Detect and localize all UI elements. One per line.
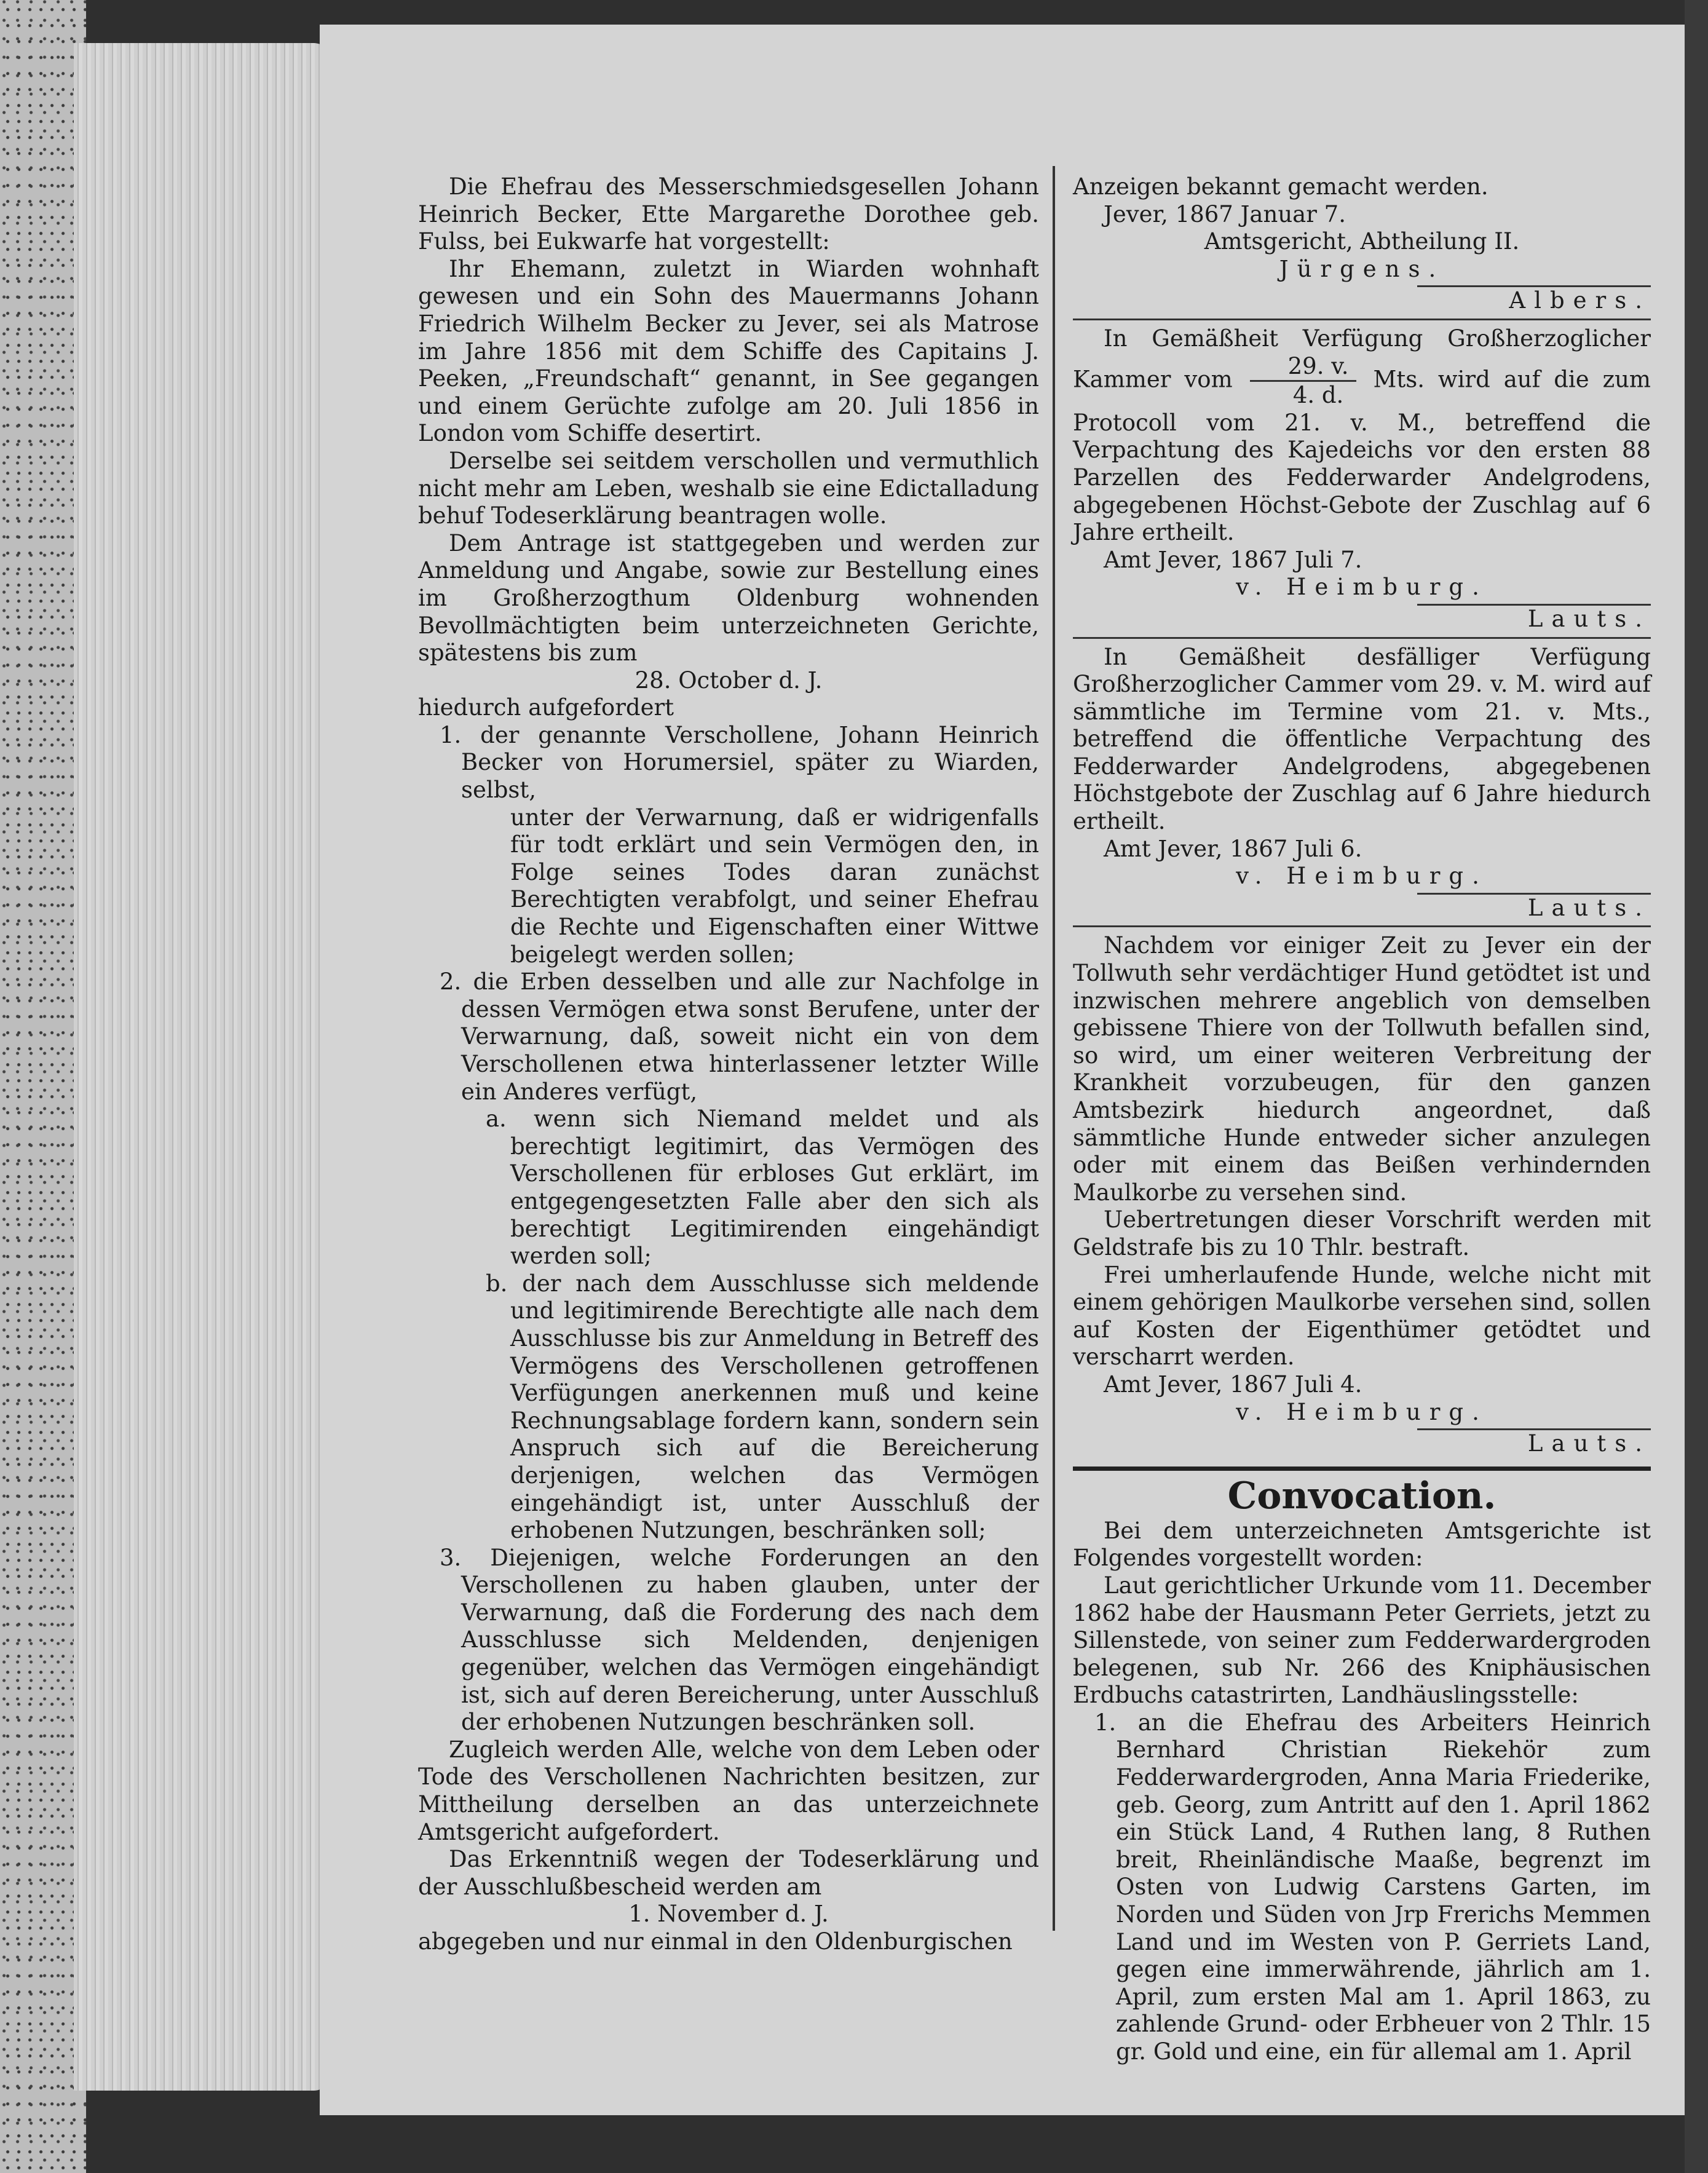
fraction-denominator: 4. d. <box>1292 382 1344 409</box>
notice-paragraph <box>1073 325 1651 547</box>
clerk: Albers. <box>1509 287 1651 314</box>
paragraph: hiedurch aufgefordert <box>418 694 674 721</box>
notice-divider <box>1073 637 1651 639</box>
clerk: Lauts. <box>1527 1430 1651 1457</box>
paragraph: Das Erkenntniß wegen der Todeserklärung und der Ausschlußbescheid werden am <box>418 1846 1039 1900</box>
intro-paragraph: Die Ehefrau des Messerschmiedsgesellen Johann Heinrich Becker, Ette Margarethe Dorothee geb. Fulss, bei Eukwarfe hat vorgestellt: <box>418 173 1039 255</box>
signer: Jürgens. <box>1279 255 1445 282</box>
signer: v. Heimburg. <box>1236 863 1488 890</box>
fraction-numerator: 29. v. <box>1250 353 1356 382</box>
clerk: Lauts. <box>1527 605 1651 632</box>
verdict-date: 1. November d. J. <box>628 1901 829 1928</box>
notice-text: Mts. wird auf die zum Protocoll vom 21. v. M., betreffend die Verpachtung des Kajedeichs vor den ersten 88 Parzellen des Fedderwarder Andelgrodens, abgegebenen Höchst-Gebote der Zuschlag auf 6 Jahre ertheilt. <box>1073 366 1651 546</box>
paragraph: Bei dem unterzeichneten Amtsgerichte ist Folgendes vorgestellt worden: <box>1073 1517 1651 1572</box>
notice-divider <box>1073 925 1651 927</box>
page-stack <box>74 43 332 2091</box>
notice-paragraph: Frei umherlaufende Hunde, welche nicht mit einem gehörigen Maulkorbe versehen sind, sollen auf Kosten der Eigenthümer getödtet und verscharrt werden. <box>1073 1261 1651 1371</box>
notice-divider <box>1073 319 1651 320</box>
left-column <box>418 173 1039 1956</box>
list-item: 1. der genannte Verschollene, Johann Heinrich Becker von Horumersiel, später zu Wiarden, selbst, <box>440 721 1039 804</box>
book-edge <box>0 0 86 2173</box>
deadline-date: 28. October d. J. <box>635 667 823 694</box>
signer: v. Heimburg. <box>1236 1398 1488 1425</box>
paragraph: Ihr Ehemann, zuletzt in Wiarden wohnhaft gewesen und ein Sohn des Mauermanns Johann Friedrich Wilhelm Becker zu Jever, sei als Matrose im Jahre 1856 mit dem Schiffe des Capitains J. Peeken, „Freundschaft“ genannt, in See gegangen und einem Gerüchte zufolge am 20. Juli 1856 in London vom Schiffe desertirt. <box>418 255 1039 447</box>
list-item: 3. Diejenigen, welche Forderungen an den Verschollenen zu haben glauben, unter der Verwarnung, daß die Forderung des nach dem Ausschlusse sich Meldenden, denjenigen gegenüber, welchen das Vermögen eingehändigt ist, sich auf deren Bereicherung, unter Ausschluß der erhobenen Nutzungen beschränken soll. <box>440 1544 1039 1736</box>
date-fraction <box>1250 353 1356 410</box>
notice-paragraph: Nachdem vor einiger Zeit zu Jever ein der Tollwuth sehr verdächtiger Hund getödtet ist und inzwischen mehrere angeblich von demselben gebissene Thiere von der Tollwuth befallen sind, so wird, um einer weiteren Verbreitung der Krankheit vorzubeugen, für den ganzen Amtsbezirk hiedurch angeordnet, daß sämmtliche Hunde entweder sicher anzulegen oder mit einem das Beißen verhindernden Maulkorbe zu versehen sind. <box>1073 932 1651 1206</box>
paragraph: Derselbe sei seitdem verschollen und vermuthlich nicht mehr am Leben, weshalb sie eine Edictalladung behuf Todeserklärung beantragen wolle. <box>418 447 1039 529</box>
list-item: 1. an die Ehefrau des Arbeiters Heinrich Bernhard Christian Riekehör zum Fedderwardergroden, Anna Maria Friederike, geb. Georg, zum Antritt auf den 1. April 1862 ein Stück Land, 4 Ruthen lang, 8 Ruthen breit, Rheinländische Maaße, begrenzt im Osten von Ludwig Carstens Garten, im Norden und Süden von Jrp Frerichs Memmen Land und im Westen von P. Gerriets Land, gegen eine immerwährende, jährlich am 1. April, zum ersten Mal am 1. April 1863, zu zahlende Grund- oder Erbheuer von 2 Thlr. 15 gr. Gold und eine, ein für allemal am 1. April <box>1094 1709 1651 2065</box>
place-date: Amt Jever, 1867 Juli 4. <box>1104 1371 1362 1398</box>
section-divider <box>1073 1466 1651 1471</box>
notice-paragraph: In Gemäßheit desfälliger Verfügung Großherzoglicher Cammer vom 29. v. M. wird auf sämmtliche im Termine vom 21. v. Mts., betreffend die öffentliche Verpachtung des Fedderwarder Andelgrodens, abgegebenen Höchstgebote der Zuschlag auf 6 Jahre hiedurch ertheilt. <box>1073 643 1651 835</box>
clerk: Lauts. <box>1527 894 1651 921</box>
right-gutter <box>1685 0 1708 2173</box>
paragraph: Dem Antrage ist stattgegeben und werden zur Anmeldung und Angabe, sowie zur Bestellung eines im Großherzogthum Oldenburg wohnenden Bevollmächtigten beim unterzeichneten Gerichte, spätestens bis zum <box>418 529 1039 667</box>
list-item: unter der Verwarnung, daß er widrigenfalls für todt erklärt und sein Vermögen den, in Folge seines Todes daran zunächst Berechtigten verabfolgt, und seiner Ehefrau die Rechte und Eigenschaften einer Wittwe beigelegt werden sollen; <box>510 804 1039 968</box>
section-heading: Convocation. <box>1227 1474 1496 1518</box>
court-name: Amtsgericht, Abtheilung II. <box>1204 228 1520 255</box>
paragraph: Zugleich werden Alle, welche von dem Leben oder Tode des Verschollenen Nachrichten besitzen, zur Mittheilung derselben an das unterzeichnete Amtsgericht aufgefordert. <box>418 1736 1039 1845</box>
paragraph: abgegeben und nur einmal in den Oldenburgischen <box>418 1928 1013 1955</box>
place-date: Amt Jever, 1867 Juli 6. <box>1104 835 1362 862</box>
notice-text: In Gemäßheit Verfügung Großherzoglicher Kammer vom <box>1073 325 1651 393</box>
signer: v. Heimburg. <box>1236 574 1488 601</box>
right-column <box>1073 173 1651 2066</box>
place-date: Jever, 1867 Januar 7. <box>1104 200 1346 228</box>
paragraph: Anzeigen bekannt gemacht werden. <box>1073 173 1489 200</box>
list-item: b. der nach dem Ausschlusse sich meldende und legitimirende Berechtigte alle nach dem Ausschlusse bis zur Anmeldung in Betreff des Vermögens des Verschollenen getroffenen Verfügungen anerkennen muß und keine Rechnungsablage fordern kann, sondern sein Anspruch sich auf die Bereicherung derjenigen, welchen das Vermögen eingehändigt ist, unter Ausschluß der erhobenen Nutzungen, beschränken soll; <box>486 1270 1039 1544</box>
paragraph: Laut gerichtlicher Urkunde vom 11. December 1862 habe der Hausmann Peter Gerriets, jetzt zu Sillenstede, von seiner zum Fedderwardergroden belegenen, sub Nr. 266 des Kniphäusischen Erdbuchs catastrirten, Landhäuslingsstelle: <box>1073 1572 1651 1709</box>
column-divider <box>1053 166 1055 1931</box>
place-date: Amt Jever, 1867 Juli 7. <box>1104 546 1362 573</box>
list-item: 2. die Erben desselben und alle zur Nachfolge in dessen Vermögen etwa sonst Berufene, unter der Verwarnung, daß, soweit nicht ein von dem Verschollenen etwa hinterlassener letzter Wille ein Anderes verfügt, <box>440 968 1039 1105</box>
list-item: a. wenn sich Niemand meldet und als berechtigt legitimirt, das Vermögen des Verschollenen für erbloses Gut erklärt, im entgegengesetzten Falle aber den sich als berechtigt Legitimirenden eingehändigt werden soll; <box>486 1106 1039 1270</box>
notice-paragraph: Uebertretungen dieser Vorschrift werden mit Geldstrafe bis zu 10 Thlr. bestraft. <box>1073 1206 1651 1261</box>
